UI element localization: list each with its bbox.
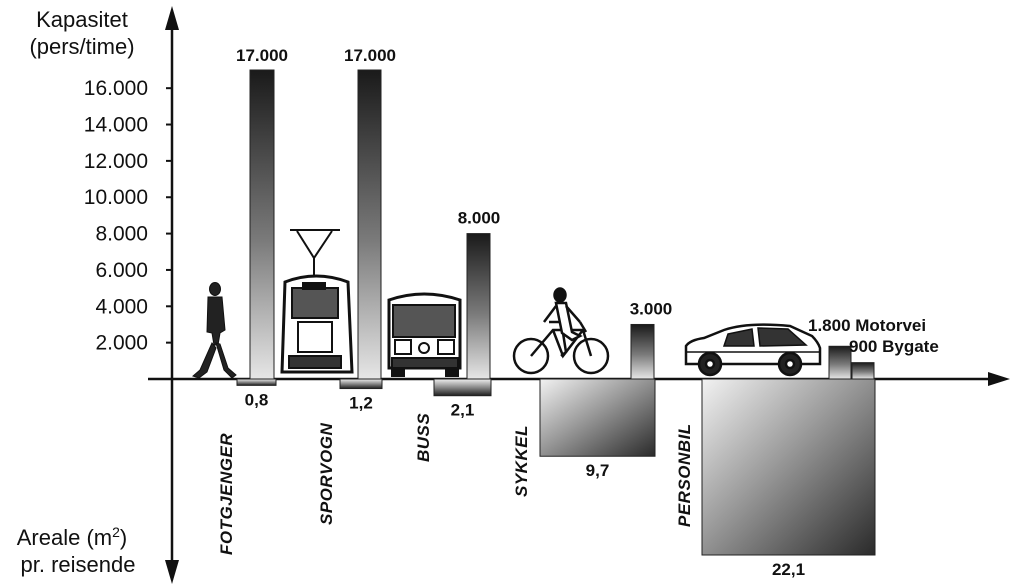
y-axis-arrow-up [165, 6, 179, 30]
area-value-label: 2,1 [450, 400, 475, 420]
x-axis-arrow-right [988, 372, 1010, 386]
y-tick-label: 4.000 [95, 295, 148, 319]
capacity-value-label: 3.000 [629, 299, 673, 319]
capacity-bar-sporvogn [358, 70, 381, 379]
capacity-bar-fotgjenger [250, 70, 274, 379]
y-tick-label: 10.000 [83, 186, 148, 210]
area-bar-personbil [702, 379, 875, 555]
capacity-value-label: 8.000 [457, 208, 501, 228]
category-label-fotgjenger: FOTGJENGER [217, 432, 236, 555]
y-axis-title-top-line1: Kapasitet [36, 7, 128, 32]
area-bar-buss [434, 379, 491, 396]
area-value-label: 22,1 [771, 560, 806, 579]
capacity-value-label: 900 Bygate [849, 337, 939, 356]
capacity-bar-personbil [829, 346, 851, 379]
category-label-personbil: PERSONBIL [675, 423, 694, 527]
y-tick-labels [84, 77, 172, 354]
area-value-label: 0,8 [244, 390, 269, 410]
y-tick-label: 2.000 [95, 331, 148, 355]
y-axis-title-bottom-line2: pr. reisende [20, 552, 136, 577]
category-label-sporvogn: SPORVOGN [317, 422, 336, 525]
bus-icon [389, 294, 460, 376]
area-bar-fotgjenger [237, 379, 276, 385]
capacity-value-label: 1.800 Motorvei [808, 316, 927, 335]
capacity-value-label: 17.000 [236, 46, 288, 65]
bicycle-icon [514, 289, 608, 374]
area-bar-sykkel [540, 379, 655, 456]
car-icon [686, 325, 820, 375]
y-axis-arrow-down [165, 560, 179, 584]
area-bar-sporvogn [340, 379, 382, 389]
y-tick-label: 6.000 [95, 258, 148, 282]
y-axis-title-bottom-line1: Areale $(m^2)$ [16, 524, 128, 550]
capacity-bar-sykkel [631, 324, 654, 379]
area-value-label: 1,2 [349, 393, 373, 413]
y-tick-label: 12.000 [83, 149, 148, 173]
capacity-bar-personbil [852, 363, 874, 379]
y-tick-label: 14.000 [83, 113, 148, 137]
capacity-value-label: 17.000 [344, 46, 396, 65]
y-tick-label: 8.000 [95, 222, 148, 246]
pedestrian-icon [193, 283, 236, 379]
area-value-label: 9,7 [585, 461, 610, 481]
tram-icon [282, 230, 352, 372]
category-label-sykkel: SYKKEL [512, 425, 531, 497]
category-label-buss: BUSS [414, 412, 433, 462]
y-axis-title-top-line2: (pers/time) [29, 34, 135, 59]
y-tick-label: 16.000 [83, 77, 148, 101]
capacity-bar-buss [467, 234, 490, 379]
